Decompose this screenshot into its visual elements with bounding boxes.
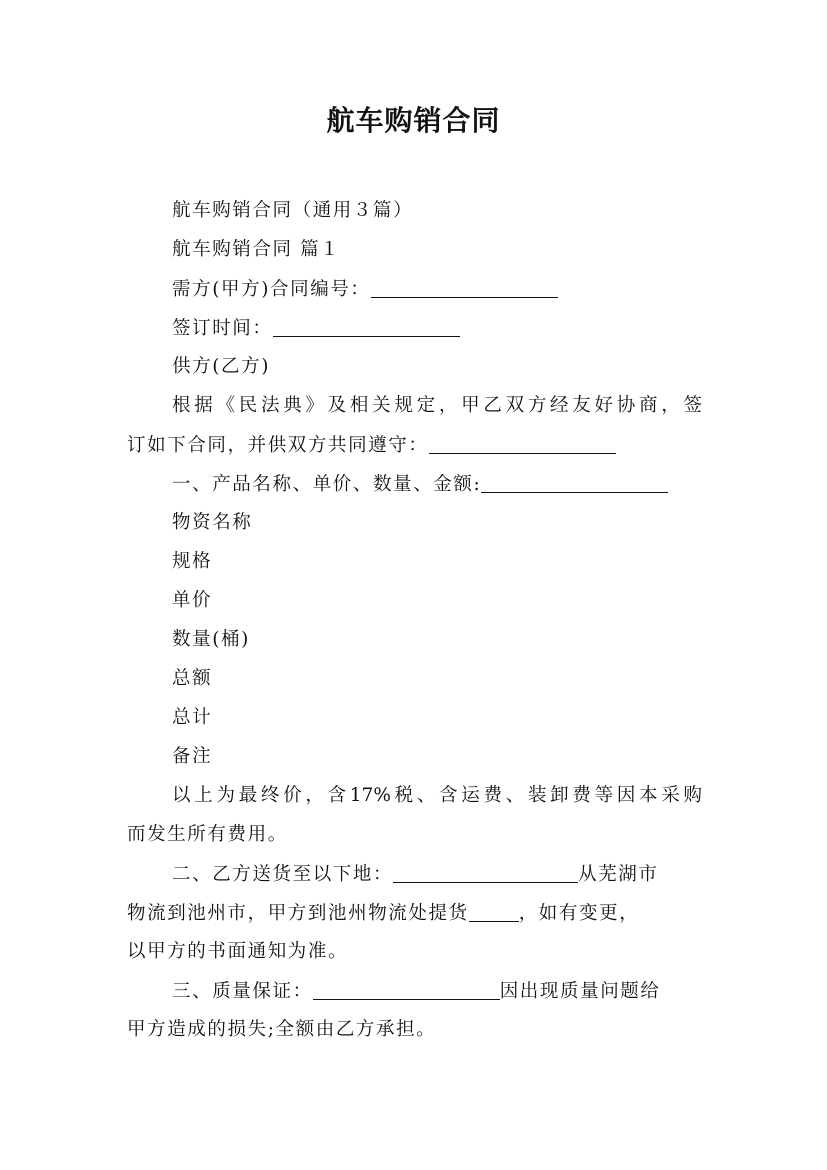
intro-line-collection-title: 航车购销合同（通用３篇） — [172, 200, 414, 221]
item-quantity: 数量(桶) — [172, 629, 250, 650]
item-total-amount: 总额 — [172, 668, 213, 689]
section-2-text-c: 物流到池州市，甲方到池州物流处提货 — [127, 903, 469, 924]
price-note-line-2: 而发生所有费用。 — [127, 824, 288, 845]
document-title: 航车购销合同 — [326, 104, 501, 137]
sign-date-line — [172, 315, 460, 342]
item-grand-total: 总计 — [172, 707, 213, 728]
preamble-line-1: 根据《民法典》及相关规定，甲乙双方经友好协商，签 — [172, 395, 702, 416]
quality-guarantee-blank — [313, 981, 500, 1000]
section-2-text-a: 二、乙方送货至以下地： — [172, 864, 394, 885]
item-material-name: 物资名称 — [172, 512, 253, 533]
section-2-line-1 — [172, 861, 659, 888]
preamble-line-2-text: 订如下合同，并供双方共同遵守： — [127, 435, 429, 456]
buyer-contract-number-label: 需方(甲方)合同编号： — [172, 279, 371, 300]
section-1-heading-text: 一、产品名称、单价、数量、金额: — [172, 474, 482, 495]
preamble-line-2 — [127, 432, 616, 459]
section-1-blank — [481, 474, 668, 493]
item-unit-price: 单价 — [172, 590, 213, 611]
supplier-line: 供方(乙方) — [172, 356, 271, 377]
pickup-blank — [469, 903, 519, 922]
contract-number-blank — [371, 279, 558, 298]
preamble-blank — [429, 435, 616, 454]
price-note-line-1: 以上为最终价，含17%税、含运费、装卸费等因本采购 — [172, 785, 702, 806]
section-2-line-3: 以甲方的书面通知为准。 — [127, 941, 349, 962]
section-3-line-1 — [172, 978, 661, 1005]
section-3-line-2: 甲方造成的损失;全额由乙方承担。 — [127, 1019, 437, 1040]
item-specification: 规格 — [172, 551, 213, 572]
section-3-text-a: 三、质量保证： — [172, 981, 313, 1002]
buyer-contract-number-line — [172, 276, 558, 303]
section-3-text-b: 因出现质量问题给 — [499, 981, 661, 1002]
sign-date-label: 签订时间： — [172, 318, 273, 339]
section-2-text-b: 从芜湖市 — [578, 864, 659, 885]
sign-date-blank — [273, 318, 460, 337]
intro-line-article-title: 航车购销合同 篇１ — [172, 239, 341, 260]
section-1-heading — [172, 471, 668, 498]
section-2-line-2 — [127, 900, 639, 927]
delivery-location-blank — [393, 864, 578, 883]
item-remarks: 备注 — [172, 746, 213, 767]
section-2-text-d: ，如有变更， — [518, 903, 640, 924]
